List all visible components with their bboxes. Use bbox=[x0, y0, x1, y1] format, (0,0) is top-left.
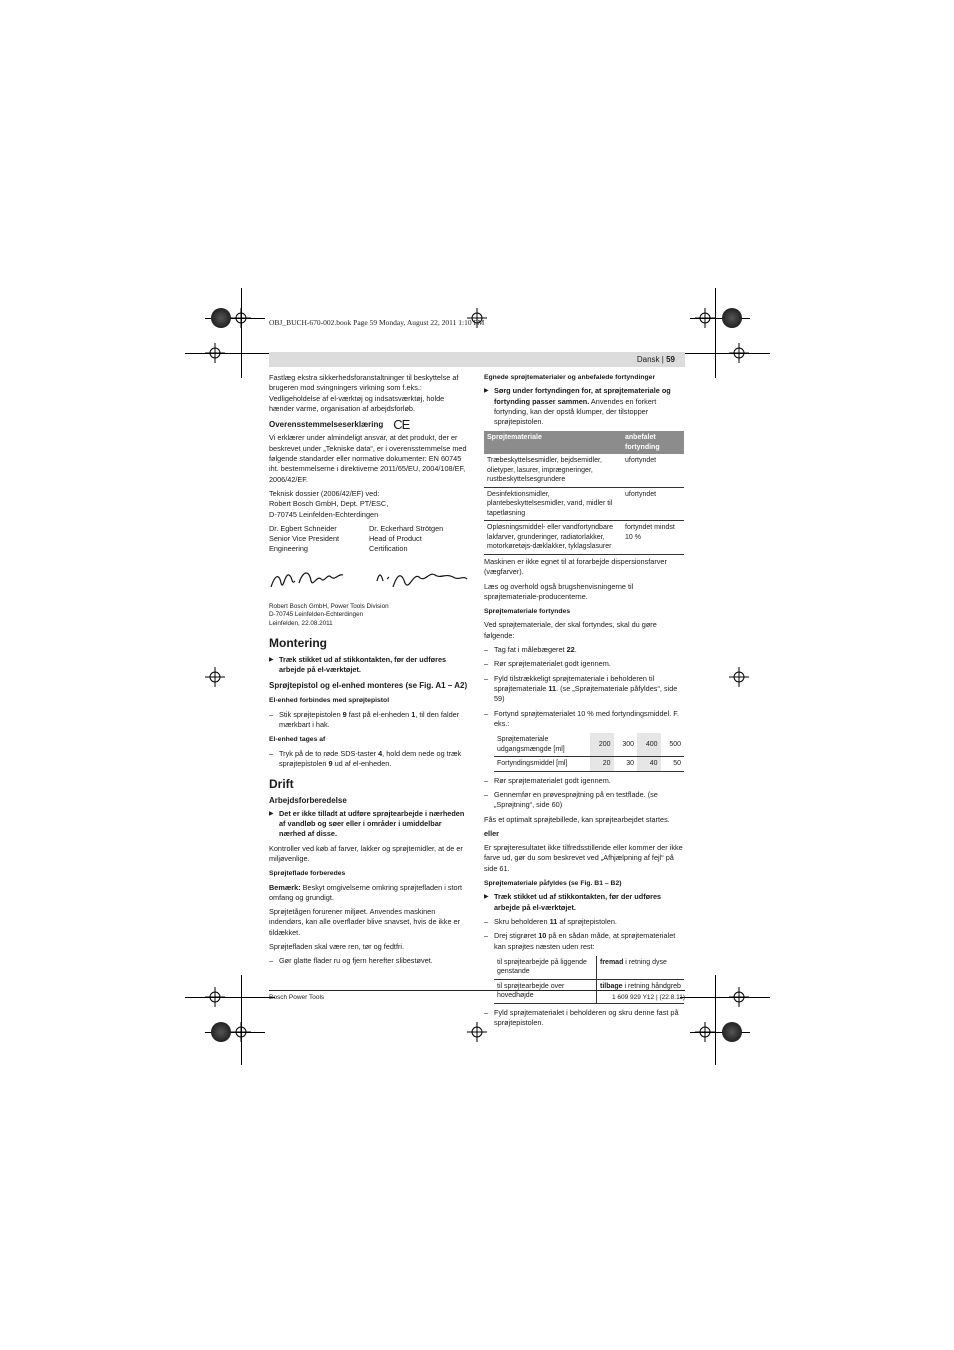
unsatisfied-text: Er sprøjteresultatet ikke tilfredsstillende eller kommer der ikke farve ud, gør du som beskrevet ved „Afhjælpning af fejl“ på side 61. bbox=[484, 843, 683, 873]
crop-mark bbox=[185, 997, 275, 998]
clean-paragraph: Sprøjtefladen skal være ren, tør og fedtfri. bbox=[269, 942, 405, 952]
registration-mark-icon bbox=[205, 343, 225, 363]
intro-paragraph: Fastlæg ekstra sikkerhedsforanstaltninger til beskyttelse af brugeren mod svingningers virkning som f.eks.: Vedligeholdelse af el-værktøj og indsatsværktøj, holde hænder varme, organisation af arbejdsforløb. bbox=[269, 373, 459, 413]
thin-step: – Fortynd sprøjtematerialet 10 % med fortyndingsmiddel. F. eks.: bbox=[484, 709, 684, 730]
optimal-text: Fås et optimalt sprøjtebillede, kan sprøjtearbejdet startes. bbox=[484, 814, 670, 824]
note-paragraph: Bemærk: Beskyt omgivelserne omkring sprøjtefladen i stort omfang og grundigt. bbox=[269, 882, 463, 902]
header-language: Dansk | 59 bbox=[636, 355, 675, 364]
thin-intro: Ved sprøjtemateriale, der skal fortyndes, skal du gøre følgende: bbox=[484, 620, 657, 640]
connect-heading: El-enhed forbindes med sprøjtepistol bbox=[269, 697, 390, 705]
table-header-row bbox=[484, 431, 684, 454]
remove-heading: El-enhed tages af bbox=[269, 736, 326, 744]
footer-brand: Bosch Power Tools bbox=[269, 994, 325, 1001]
fill-step: – Drej stigrøret 10 på en sådan måde, at sprøjtematerialet kan sprøjtes næsten uden rest: bbox=[484, 931, 684, 952]
registration-mark-icon bbox=[231, 308, 251, 328]
crop-mark bbox=[680, 997, 770, 998]
thin-step: – Fyld tilstrækkeligt sprøjtemateriale i beholderen til sprøjtemateriale 11. (se „Sprøjtemateriale påfyldes“, side 59) bbox=[484, 674, 684, 705]
footer-doc-number: 1 609 929 Y12 | (22.8.11) bbox=[611, 994, 685, 1001]
thin-heading: Sprøjtemateriale fortyndes bbox=[484, 608, 571, 616]
table-header: anbefalet fortynding bbox=[622, 431, 684, 454]
clean-step: – Gør glatte flader ru og fjern herefter slibestøvet. bbox=[269, 956, 469, 966]
company-line-3: Leinfelden, 22.08.2011 bbox=[269, 619, 333, 627]
thin-step: – Rør sprøjtematerialet godt igennem. bbox=[484, 776, 684, 786]
registration-mark-icon bbox=[695, 1022, 715, 1042]
registration-mark-icon bbox=[695, 308, 715, 328]
thin-step: – Rør sprøjtematerialet godt igennem. bbox=[484, 659, 684, 669]
right-column bbox=[484, 373, 684, 1032]
preparation-text: Kontroller ved køb af farver, lakker og sprøjtemidler, at de er miljøvenlige. bbox=[269, 843, 463, 863]
crop-mark bbox=[241, 288, 242, 378]
registration-mark-icon bbox=[205, 667, 225, 687]
registration-mark-icon bbox=[231, 1022, 251, 1042]
signatory-names: Dr. Egbert Schneider Dr. Eckerhard Strötgen bbox=[269, 523, 444, 533]
warning-unplug-fill: ▶ Træk stikket ud af stikkontakten, før der udføres arbejde på el-værktøjet. bbox=[484, 892, 684, 913]
dossier-line-3: D-70745 Leinfelden-Echterdingen bbox=[269, 509, 379, 519]
warning-water: ▶ Det er ikke tilladt at udføre sprøjtearbejde i nærheden af vandløb og søer eller i områder i umiddelbar nærhed af disse. bbox=[269, 809, 469, 840]
read-instructions-text: Læs og overhold også brugshenvisningerne til sprøjtemateriale-producenterne. bbox=[484, 581, 634, 601]
crop-mark bbox=[185, 353, 275, 354]
quantity-table-wrap bbox=[484, 733, 684, 772]
warning-unplug: ▶ Træk stikket ud af stikkontakten, før der udføres arbejde på el-værktøjet. bbox=[269, 655, 469, 676]
thin-step: – Gennemfør en prøvesprøjtning på en testflade. (se „Sprøjtning“, side 60) bbox=[484, 790, 684, 811]
surface-heading: Sprøjteflade forberedes bbox=[269, 870, 346, 878]
registration-mark-icon bbox=[729, 667, 749, 687]
declaration-heading: Overensstemmelseserklæring CE bbox=[269, 417, 410, 433]
signatory-title-2: Engineering Certification bbox=[269, 544, 408, 554]
registration-dial-icon bbox=[722, 1022, 742, 1042]
thin-step: – Tag fat i målebægeret 22. bbox=[484, 645, 684, 655]
book-header-line: OBJ_BUCH-670-002.book Page 59 Monday, August 22, 2011 1:10 PM bbox=[269, 318, 485, 327]
dossier-line-2: Robert Bosch GmbH, Dept. PT/ESC, bbox=[269, 499, 389, 509]
preparation-heading: Arbejdsforberedelse bbox=[269, 795, 347, 805]
material-table bbox=[484, 431, 684, 555]
mist-paragraph: Sprøjtetågen forurener miljøet. Anvendes maskinen indendørs, kan alle overflader blive snavset, hvis de ikke er tildækket. bbox=[269, 907, 461, 937]
table-row: Opløsningsmiddel- eller vandfortyndbare lakfarver, grunderinger, radiatorlakker, motorkøretøjs-dæklakker, tyklagslasurer fortyndet mindst 10 % bbox=[484, 521, 684, 555]
declaration-text: Vi erklærer under almindeligt ansvar, at det produkt, der er beskrevet under „Tekniske data“, er i overensstemmelse med følgende standarder eller normative dokumenter: EN 60745 iht. bestemmelserne i direktiverne 2011/65/EU, 2004/108/EF, 2006/42/EF. bbox=[269, 433, 467, 484]
quantity-table bbox=[494, 733, 684, 772]
running-header bbox=[269, 352, 685, 367]
registration-mark-icon bbox=[729, 987, 749, 1007]
signatory-title-1: Senior Vice President Head of Product bbox=[269, 534, 422, 544]
crop-mark bbox=[680, 353, 770, 354]
table-row: Træbeskyttelsesmidler, bejdsemidler, olietyper, lasurer, imprægneringer, rustbeskyttelsesgrundere ufortyndet bbox=[484, 454, 684, 487]
company-line-1: Robert Bosch GmbH, Power Tools Division bbox=[269, 602, 389, 610]
registration-dial-icon bbox=[211, 308, 231, 328]
or-text: eller bbox=[484, 828, 500, 838]
registration-mark-icon bbox=[205, 987, 225, 1007]
connect-step: – Stik sprøjtepistolen 9 fast på el-enheden 1, til den falder mærkbart i hak. bbox=[269, 710, 469, 731]
assembly-heading: Sprøjtepistol og el-enhed monteres (se Fig. A1 – A2) bbox=[269, 681, 468, 691]
table-row: Desinfektionsmidler, plantebeskyttelsesmidler, vand, midler til tapetløsning ufortyndet bbox=[484, 487, 684, 521]
suitable-heading: Egnede sprøjtematerialer og anbefalede fortyndinger bbox=[484, 374, 656, 381]
section-title-montering: Montering bbox=[269, 636, 327, 651]
crop-mark bbox=[241, 975, 242, 1065]
fill-step: – Skru beholderen 11 af sprøjtepistolen. bbox=[484, 917, 684, 927]
footer-rule bbox=[269, 990, 685, 991]
signatures-image bbox=[269, 561, 469, 597]
left-column bbox=[269, 373, 469, 971]
remove-step: – Tryk på de to røde SDS-taster 4, hold dem nede og træk sprøjtepistolen 9 ud af el-enheden. bbox=[269, 749, 469, 770]
ce-mark-icon: CE bbox=[393, 417, 410, 433]
fill-step: – Fyld sprøjtematerialet i beholderen og skru denne fast på sprøjtepistolen. bbox=[484, 1008, 684, 1029]
crop-mark bbox=[715, 975, 716, 1065]
section-title-drift: Drift bbox=[269, 777, 294, 792]
registration-mark-icon bbox=[729, 343, 749, 363]
table-row: til sprøjtearbejde over hovedhøjde tilbage i retning håndgreb bbox=[494, 979, 684, 1003]
table-row: Sprøjtemateriale udgangsmængde [ml] 200 300 400 500 bbox=[494, 733, 684, 757]
table-row: Fortyndingsmiddel [ml] 20 30 40 50 bbox=[494, 757, 684, 772]
dossier-line-1: Teknisk dossier (2006/42/EF) ved: bbox=[269, 488, 380, 498]
fill-heading: Sprøjtemateriale påfyldes (se Fig. B1 – B2) bbox=[484, 880, 622, 888]
company-line-2: D-70745 Leinfelden-Echterdingen bbox=[269, 611, 364, 619]
registration-dial-icon bbox=[722, 308, 742, 328]
not-suitable-text: Maskinen er ikke egnet til at forarbejde dispersionsfarver (vægfarver). bbox=[484, 556, 667, 577]
table-row: til sprøjtearbejde på liggende genstande fremad i retning dyse bbox=[494, 956, 684, 980]
page-number: 59 bbox=[666, 355, 675, 364]
table-header: Sprøjtemateriale bbox=[484, 431, 622, 454]
registration-dial-icon bbox=[211, 1022, 231, 1042]
warning-thinner: ▶ Sørg under fortyndingen for, at sprøjtemateriale og fortynding passer sammen. Anvendes en forkert fortynding, kan der opstå klumper, der tilstopper sprøjtepistolen. bbox=[484, 386, 684, 427]
crop-mark bbox=[715, 288, 716, 378]
